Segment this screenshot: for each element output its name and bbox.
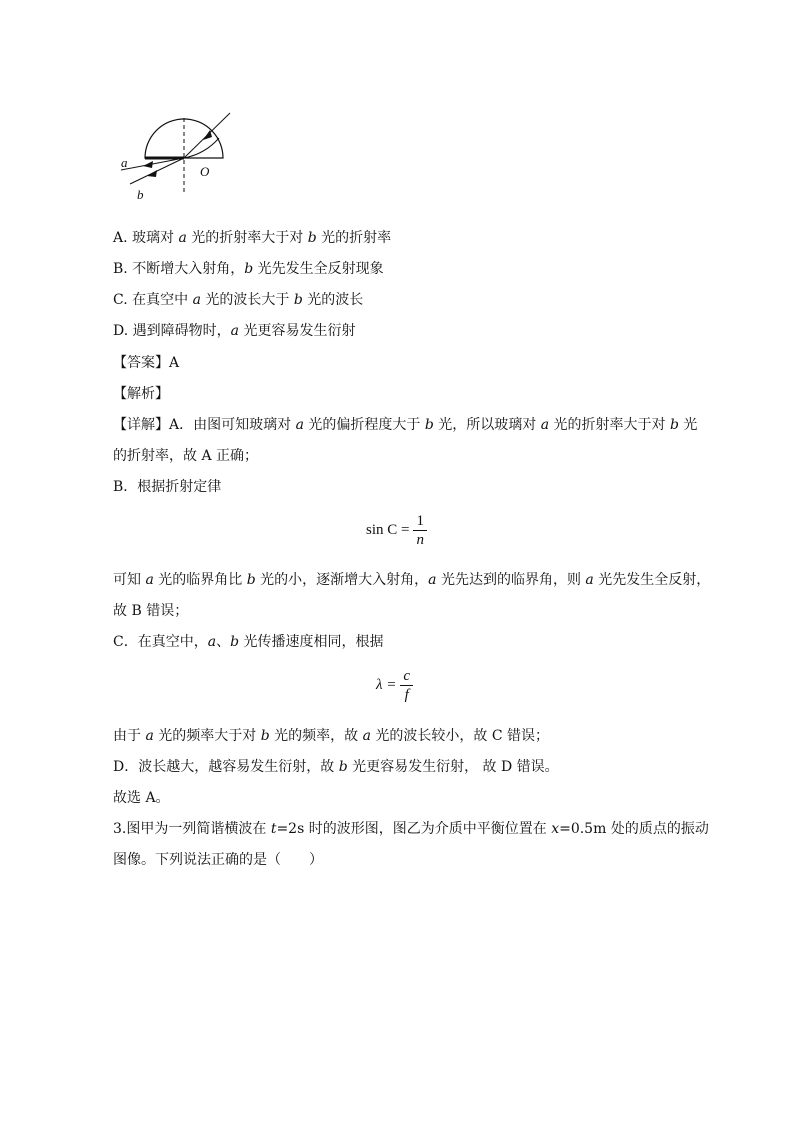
answer-label: 【答案】	[113, 355, 169, 371]
detail-line-1: 【详解】A．由图可知玻璃对 a 光的偏折程度大于 b 光，所以玻璃对 a 光的折射率大于对 b 光	[113, 417, 698, 433]
refraction-figure	[115, 108, 240, 208]
question-3-line-2: 图像。下列说法正确的是（ ）	[113, 852, 323, 868]
detail-line-7: 由于 a 光的频率大于对 b 光的频率，故 a 光的波长较小，故 C 错误；	[113, 728, 550, 744]
detail-line-4: 可知 a 光的临界角比 b 光的小，逐渐增大入射角，a 光先达到的临界角，则 a 光先发生全反射，	[113, 572, 711, 588]
label-a: a	[121, 155, 128, 170]
formula-wavelength: λ = $\frac{c}{f}$	[376, 667, 413, 704]
analysis-label: 【解析】	[113, 386, 169, 402]
ray-b-arrow-icon	[147, 170, 157, 177]
option-c: C. 在真空中 a 光的波长大于 b 光的波长	[113, 292, 364, 308]
answer-value: A	[169, 355, 180, 371]
detail-line-5: 故 B 错误；	[113, 603, 189, 619]
formula-critical-angle: sin C = $\frac{1}{n}$	[366, 512, 427, 549]
question-3-line-1: 3.图甲为一列简谐横波在 t=2s 时的波形图，图乙为介质中平衡位置在 x=0.5m 处的质点的振动	[113, 821, 709, 837]
detail-line-3: B．根据折射定律	[113, 479, 222, 495]
option-a: A. 玻璃对 a 光的折射率大于对 b 光的折射率	[113, 230, 392, 246]
detail-line-6: C．在真空中，a、b 光传播速度相同，根据	[113, 634, 384, 650]
label-o: O	[200, 164, 210, 179]
detail-line-9: 故选 A。	[113, 790, 170, 806]
ray-b	[130, 158, 184, 184]
detail-line-8: D．波长越大，越容易发生衍射，故 b 光更容易发生衍射， 故 D 错误。	[113, 759, 559, 775]
option-d: D. 遇到障碍物时，a 光更容易发生衍射	[113, 323, 356, 339]
ray-a-arrow-icon	[143, 161, 153, 168]
semicircle-glass	[145, 119, 223, 158]
answer-line	[113, 353, 179, 373]
option-b: B. 不断增大入射角，b 光先发生全反射现象	[113, 261, 384, 277]
label-b: b	[137, 187, 144, 202]
detail-line-2: 的折射率，故 A 正确；	[113, 448, 259, 464]
